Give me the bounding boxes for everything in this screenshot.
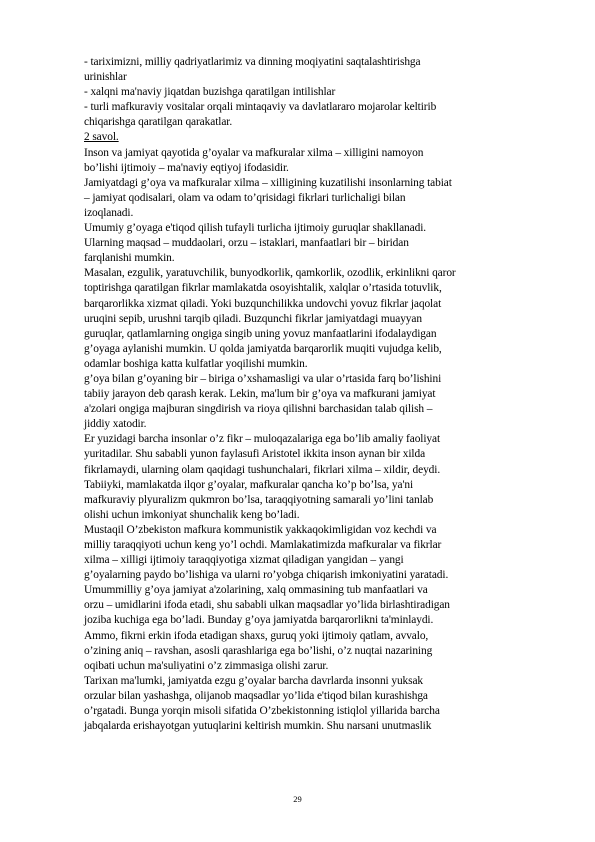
text-line: guruqlar, qatlamlarning ongiga singib uning yovuz manfaatlarini ifodalaydigan — [84, 327, 437, 340]
text-line: Ularning maqsad – muddaolari, orzu – istaklari, manfaatlari bir – biridan — [84, 237, 409, 250]
text-line: odamlar boshiga katta kulfatlar yoqilishi mumkin. — [84, 357, 308, 370]
text-line: orzular bilan yashashga, olijanob maqsadlar yo’lida e'tiqod bilan kurashishga — [84, 689, 428, 702]
text-line: Tabiiyki, mamlakatda ilqor g’oyalar, mafkuralar qancha ko’p bo’lsa, ya'ni — [84, 478, 414, 491]
text-line: joziba kuchiga ega bo’ladi. Bunday g’oya jamiyatda barqarorlikni ta'minlaydi. — [84, 614, 434, 627]
text-line: olishi uchun imkoniyat shunchalik keng bo’ladi. — [84, 508, 300, 521]
text-line: - tariximizni, milliy qadriyatlarimiz va dinning moqiyatini saqtalashtirishga — [84, 56, 421, 68]
text-line: Ammo, fikrni erkin ifoda etadigan shaxs, guruq yoki ijtimoiy qatlam, avvalo, — [84, 629, 429, 642]
text-line: Er yuzidagi barcha insonlar o’z fikr – muloqazalariga ega bo’lib amaliy faoliyat — [84, 433, 441, 446]
text-line: g’oyalarning paydo bo’lishiga va ularni ro’yobga chiqarish imkoniyatini yaratadi. — [84, 569, 449, 582]
text-line: - xalqni ma'naviy jiqatdan buzishga qaratilgan intilishlar — [84, 86, 336, 99]
text-line: o’rgatadi. Bunga yorqin misoli sifatida O’zbekistonning istiqlol yillarida barcha — [84, 705, 440, 718]
text-line: yuritadilar. Shu sababli yunon faylasufi Aristotel ikkita inson aynan bir xilda — [84, 448, 426, 461]
text-line: chiqarishga qaratilgan qarakatlar. — [84, 116, 233, 129]
text-line: g’oyaga aylanishi mumkin. U qolda jamiyatda barqarorlik muqiti vujudga kelib, — [84, 342, 442, 355]
text-line: Tarixan ma'lumki, jamiyatda ezgu g’oyalar barcha davrlarda insonni yuksak — [84, 674, 424, 687]
text-line: farqlanishi mumkin. — [84, 252, 175, 265]
text-line: bo’lishi ijtimoiy – ma'naviy eqtiyoj ifodasidir. — [84, 161, 289, 174]
text-line: Mustaqil O’zbekiston mafkura kommunistik yakkaqokimligidan voz kechdi va — [84, 523, 437, 536]
text-line: uruqini sepib, urushni tarqib qiladi. Buzqunchi fikrlar jamiyatdagi muayyan — [84, 312, 422, 325]
text-line: jabqalarda erishayotgan yutuqlarini keltirish mumkin. Shu narsani unutmaslik — [84, 720, 432, 733]
text-line: Masalan, ezgulik, yaratuvchilik, bunyodkorlik, qamkorlik, ozodlik, erkinlikni qaror — [84, 267, 456, 280]
document-body — [84, 55, 554, 734]
text-line: Inson va jamiyat qayotida g’oyalar va mafkuralar xilma – xilligini namoyon — [84, 146, 424, 159]
text-line: barqarorlikka xizmat qiladi. Yoki buzqunchilikka undovchi yovuz fikrlar jaqolat — [84, 297, 442, 310]
text-line: urinishlar — [84, 71, 127, 84]
text-line: Jamiyatdagi g’oya va mafkuralar xilma – xilligining kuzatilishi insonlarning tabiat — [84, 176, 452, 189]
text-line: o’zining aniq – ravshan, asosli qarashlariga ega bo’lishi, o’z nuqtai nazarining — [84, 644, 433, 657]
page-number: 29 — [293, 794, 302, 804]
text-line: xilma – xilligi ijtimoiy taraqqiyotiga xizmat qiladigan yangidan – yangi — [84, 554, 404, 567]
section-heading: 2 savol. — [84, 131, 119, 144]
text-line: fikrlamaydi, ularning olam qaqidagi tushunchalari, fikrlari xilma – xildir, deydi. — [84, 463, 441, 476]
text-line: Umummilliy g’oya jamiyat a'zolarining, xalq ommasining tub manfaatlari va — [84, 584, 428, 597]
text-line: - turli mafkuraviy vositalar orqali mintaqaviy va davlatlararo mojarolar keltirib — [84, 101, 437, 114]
text-line: Umumiy g’oyaga e'tiqod qilish tufayli turlicha ijtimoiy guruqlar shakllanadi. — [84, 222, 427, 235]
text-line: – jamiyat qodisalari, olam va odam to’qrisidagi fikrlari turlichaligi bilan — [84, 191, 406, 204]
text-line: a'zolari ongiga majburan singdirish va rioya qilishni barchasidan talab qilish – — [84, 403, 433, 416]
text-line: jiddiy xatodir. — [84, 418, 147, 431]
text-line: g’oya bilan g’oyaning bir – biriga o’xshamasligi va ular o’rtasida farq bo’lishini — [84, 372, 442, 385]
text-line: mafkuraviy plyuralizm qukmron bo’lsa, taraqqiyotning samarali yo’lini tanlab — [84, 493, 434, 506]
text-line: izoqlanadi. — [84, 206, 134, 219]
text-line: tabiiy jarayon deb qarash kerak. Lekin, ma'lum bir g’oya va mafkurani jamiyat — [84, 388, 436, 401]
text-line: milliy taraqqiyoti uchun keng yo’l ochdi. Mamlakatimizda mafkuralar va fikrlar — [84, 539, 442, 551]
text-line: orzu – umidlarini ifoda etadi, shu sababli ulkan maqsadlar yo’lida birlashtiradigan — [84, 599, 450, 612]
text-line: toptirishga qaratilgan fikrlar mamlakatda osoyishtalik, xalqlar o’rtasida totuvlik, — [84, 282, 442, 295]
text-line: oqibati uchun ma'suliyatini o’z zimmasiga olishi zarur. — [84, 659, 329, 672]
